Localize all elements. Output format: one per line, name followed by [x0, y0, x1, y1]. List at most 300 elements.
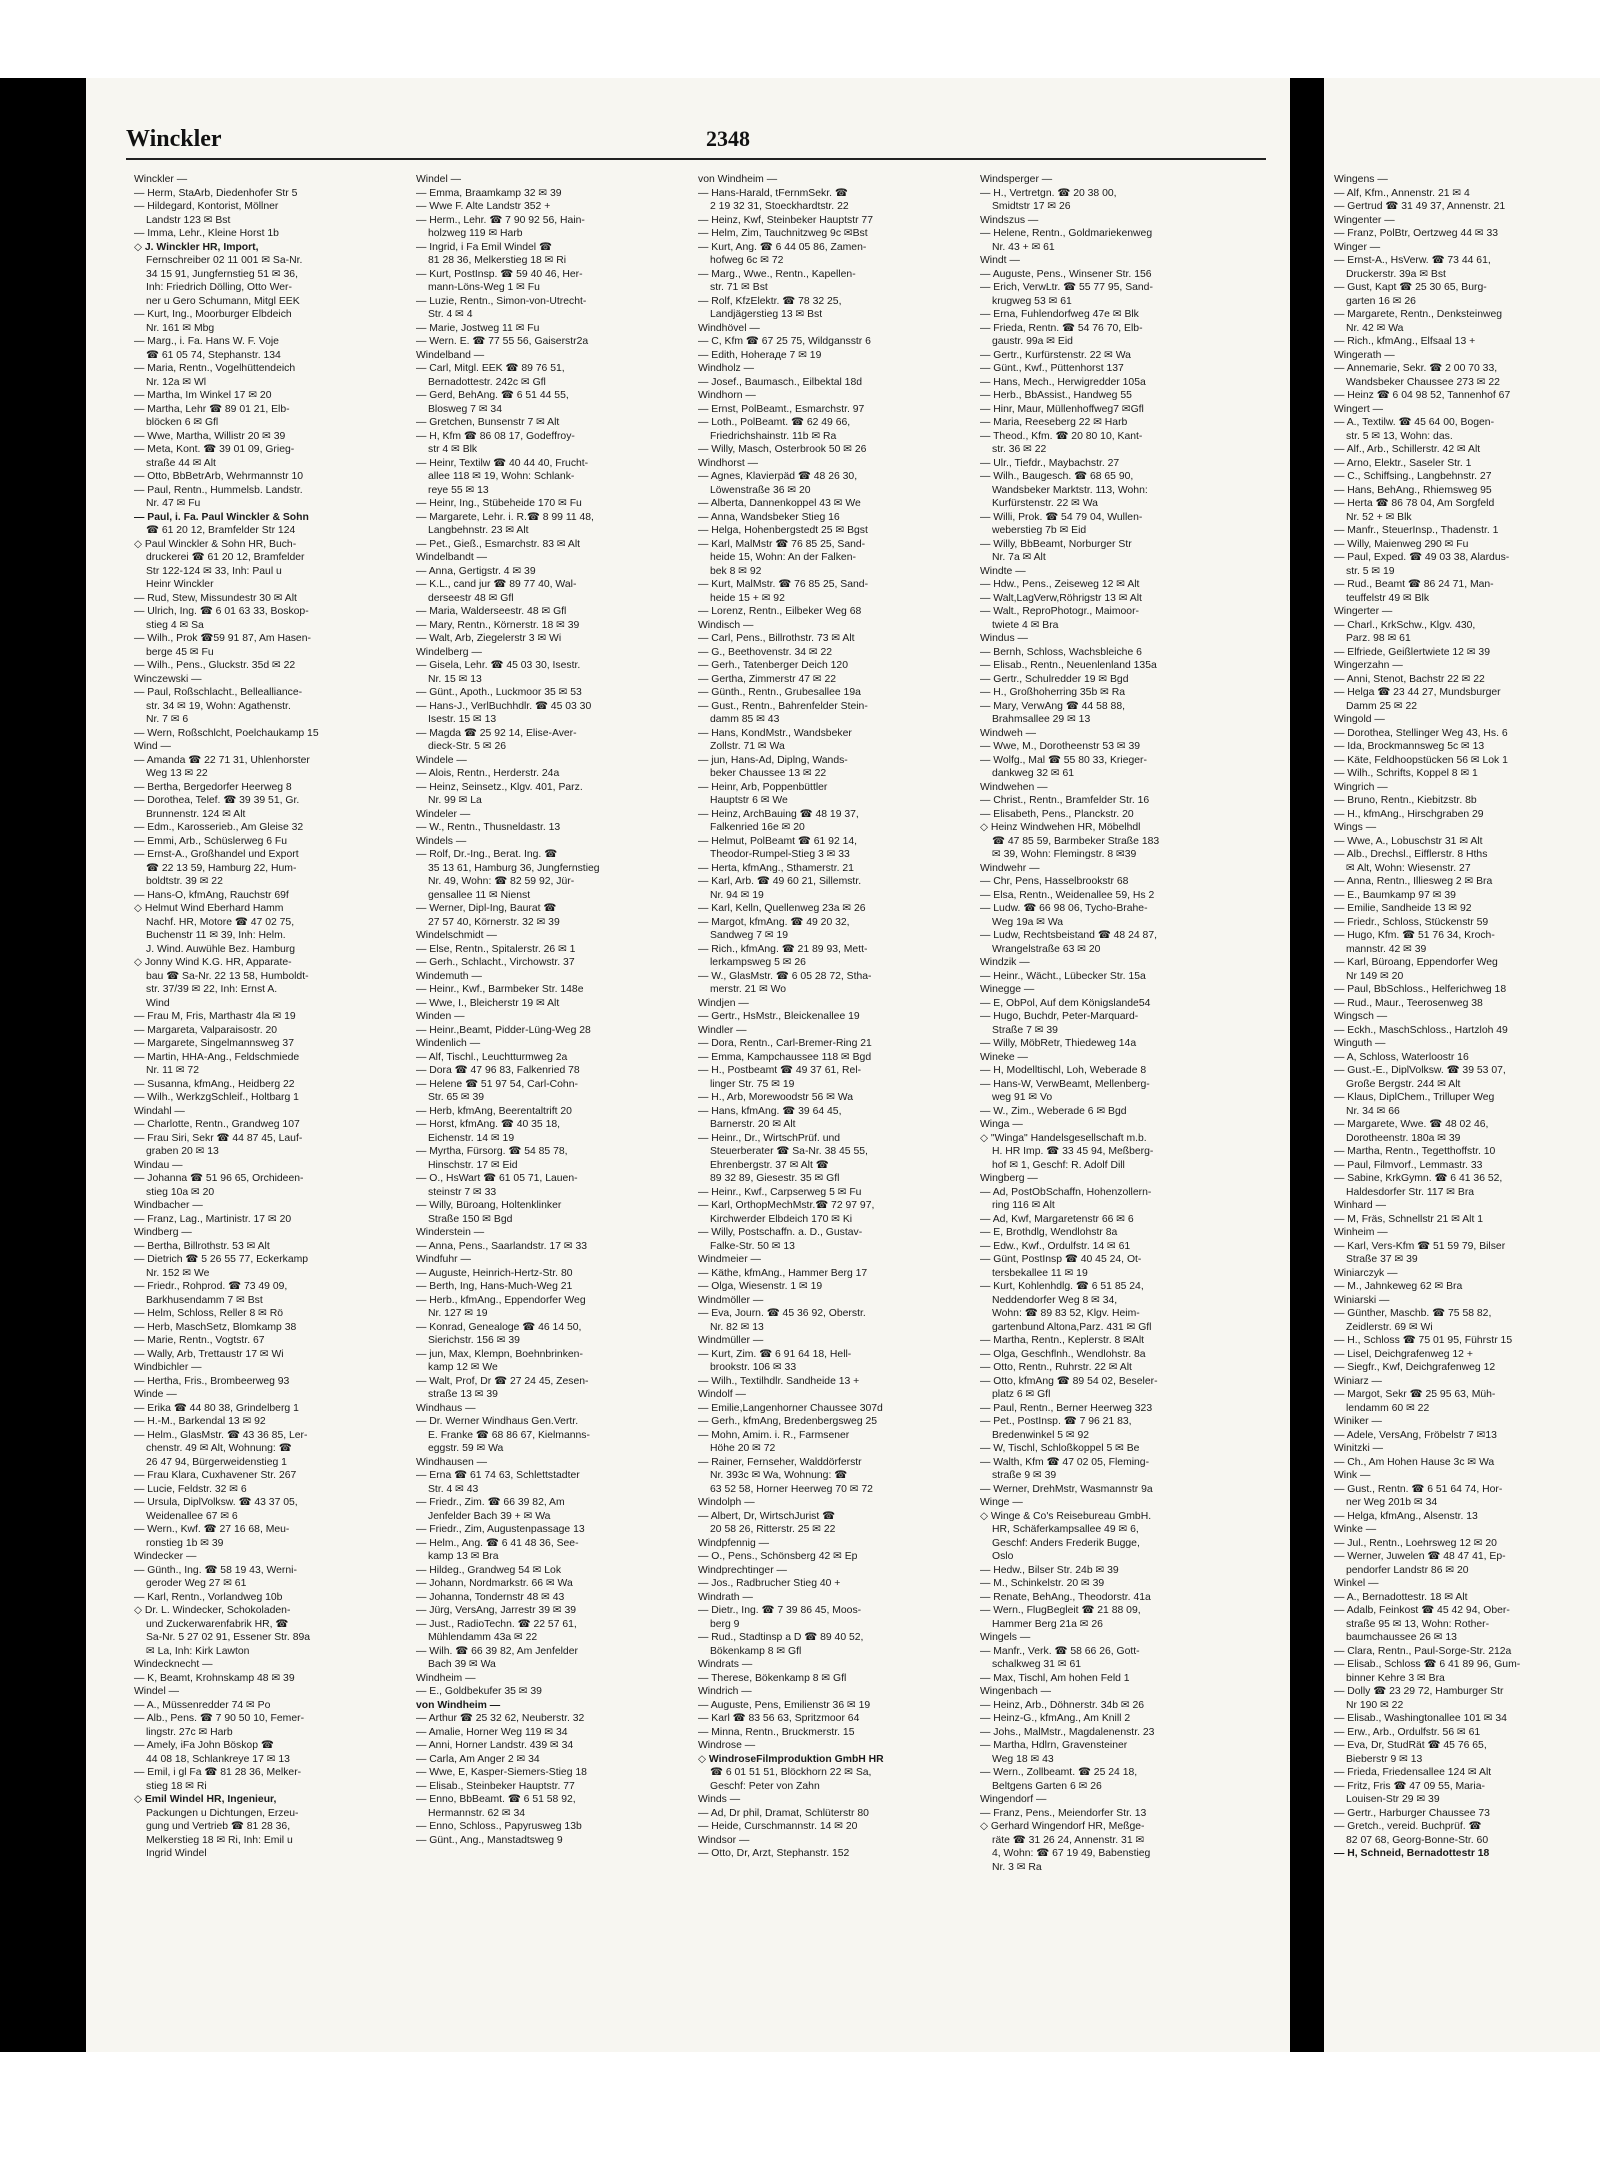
- directory-entry-line: — Heinz, Arb., Döhnerstr. 34b ✉ 26: [980, 1699, 1145, 1711]
- directory-entry-line: Damm 25 ✉ 22: [1346, 700, 1418, 712]
- entry-surname-heading: Wingert —: [1334, 403, 1384, 415]
- directory-entry-line: — Otto, Dr, Arzt, Stephanstr. 152: [698, 1848, 850, 1859]
- directory-entry-line: — Else, Rentn., Spitalerstr. 26 ✉ 1: [416, 943, 576, 955]
- directory-entry-line: — Renate, BehAng., Theodorstr. 41a: [980, 1591, 1151, 1603]
- directory-entry-line: 81 28 36, Melkerstieg 18 ✉ Ri: [428, 255, 567, 266]
- directory-entry-line: ✉ Alt, Wohn: Wiesenstr. 27: [1346, 862, 1471, 874]
- directory-entry-line: — Gerd, BehAng. ☎ 6 51 44 55,: [416, 390, 569, 401]
- directory-entry-line: ner Weg 201b ✉ 34: [1346, 1497, 1438, 1508]
- directory-entry-line: — Günt, PostInsp ☎ 40 45 24, Ot-: [980, 1254, 1142, 1265]
- directory-entry-line: Sa-Nr. 5 27 02 91, Essener Str. 89a: [146, 1632, 311, 1643]
- directory-entry-line: Packungen u Dichtungen, Erzeu-: [146, 1807, 299, 1819]
- directory-entry-line: — G., Beethovenstr. 34 ✉ 22: [698, 646, 833, 658]
- directory-entry-line: Nr. 47 ✉ Fu: [146, 498, 201, 509]
- directory-entry-line: — Otto, BbBetrArb, Wehrmannstr 10: [134, 471, 304, 482]
- directory-entry-line: Ingrid Windel: [146, 1848, 207, 1859]
- directory-entry-line: Brahmsallee 29 ✉ 13: [992, 714, 1091, 725]
- directory-entry-line: Weg 13 ✉ 22: [146, 768, 208, 779]
- directory-page: [86, 78, 1290, 2052]
- directory-entry-line: hof ✉ 1, Geschf: R. Adolf Dill: [992, 1159, 1125, 1171]
- directory-entry-line: — Marg., i. Fa. Hans W. F. Voje: [134, 336, 279, 347]
- directory-entry-line: — Kurt, MalMstr. ☎ 76 85 25, Sand-: [698, 579, 869, 590]
- entry-surname-heading: Winde —: [134, 1389, 177, 1400]
- directory-entry-line: — Ch., Am Hohen Hause 3c ✉ Wa: [1334, 1456, 1495, 1468]
- directory-entry-line: — Willi, Prok. ☎ 54 79 04, Wullen-: [980, 511, 1143, 523]
- directory-column-3: [698, 173, 978, 2033]
- directory-entry-line: — Karl ☎ 83 56 63, Spritzmoor 64: [698, 1713, 860, 1724]
- directory-entry-line: — Herta, kfmAng., Sthamerstr. 21: [698, 862, 854, 874]
- directory-entry-line: — Theod., Kfm. ☎ 20 80 10, Kant-: [980, 430, 1143, 442]
- directory-entry-line: Nr. 393c ✉ Wa, Wohnung: ☎: [710, 1470, 848, 1481]
- directory-entry-line: — Martha, Lehr ☎ 89 01 21, Elb-: [134, 403, 290, 415]
- directory-entry-line: — Loth., PolBeamt. ☎ 62 49 66,: [698, 417, 851, 428]
- entry-surname-heading: Winden —: [416, 1011, 465, 1022]
- entry-surname-heading: Wind —: [134, 741, 171, 752]
- directory-entry-line: — E, Brothdlg, Wendlohstr 8a: [980, 1227, 1118, 1238]
- directory-entry-line: — Hans-W, VerwBeamt, Mellenberg-: [980, 1078, 1150, 1090]
- directory-entry-line: — Minna, Rentn., Bruckmerstr. 15: [698, 1726, 855, 1738]
- directory-entry-line: — Erika ☎ 44 80 38, Grindelberg 1: [134, 1402, 299, 1414]
- directory-entry-line: — Carla, Am Anger 2 ✉ 34: [416, 1753, 540, 1765]
- entry-surname-heading: Windszus —: [980, 214, 1039, 226]
- page-number: 2348: [706, 126, 750, 151]
- directory-entry-line: — Wolfg., Mal ☎ 55 80 33, Krieger-: [980, 754, 1147, 766]
- directory-entry-line: — Wwe, Martha, Willistr 20 ✉ 39: [134, 430, 286, 442]
- directory-entry-line: Löwenstraße 36 ✉ 20: [710, 484, 811, 496]
- directory-entry-line: — W., GlasMstr. ☎ 6 05 28 72, Stha-: [698, 970, 872, 982]
- directory-entry-line: — Emmi, Arb., Schüslerweg 6 Fu: [134, 835, 288, 847]
- directory-entry-line: — Hans-O, kfmAng, Rauchstr 69f: [134, 889, 289, 901]
- directory-entry-line: — Elsa, Rentn., Weidenallee 59, Hs 2: [980, 889, 1155, 901]
- entry-surname-heading: Windprechtinger —: [698, 1564, 787, 1576]
- directory-entry-line: pendorfer Landstr 86 ✉ 20: [1346, 1564, 1469, 1576]
- directory-entry-line: Nr. 127 ✉ 19: [428, 1308, 488, 1319]
- directory-entry-line: dieck-Str. 5 ✉ 26: [428, 741, 507, 752]
- directory-entry-line: Weidenallee 67 ✉ 6: [146, 1510, 238, 1522]
- directory-entry-line: str. 5 ✉ 19: [1346, 565, 1395, 577]
- directory-entry-line: Str. 65 ✉ 39: [428, 1092, 485, 1103]
- directory-entry-line: chenstr. 49 ✉ Alt, Wohnung: ☎: [146, 1443, 292, 1454]
- scan-bottom-margin: [0, 2052, 1600, 2177]
- directory-entry-line: — H., Arb, Morewoodstr 56 ✉ Wa: [698, 1092, 853, 1103]
- directory-entry-line: — Friedr., Rohprod. ☎ 73 49 09,: [134, 1281, 288, 1292]
- directory-entry-line: — Helene ☎ 51 97 54, Carl-Cohn-: [416, 1078, 578, 1090]
- directory-entry-line: — Günt., Apoth., Luckmoor 35 ✉ 53: [416, 687, 582, 698]
- directory-entry-line: — Gust., Rentn., Bahrenfelder Stein-: [698, 700, 868, 712]
- directory-entry-line: Oslo: [992, 1551, 1014, 1562]
- entry-surname-heading: Winderstein —: [416, 1227, 485, 1238]
- entry-surname-heading: Windwehen —: [980, 781, 1048, 793]
- directory-entry-line: — H., kfmAng., Hirschgraben 29: [1334, 808, 1484, 820]
- directory-entry-line: — Wwe, A., Lobuschstr 31 ✉ Alt: [1334, 835, 1483, 847]
- directory-entry-line: — Alois, Rentn., Herderstr. 24a: [416, 768, 560, 779]
- directory-entry-line: — Friedr., Schloss, Stückenstr 59: [1334, 916, 1489, 928]
- entry-surname-heading: Windbacher —: [134, 1200, 203, 1211]
- directory-entry-line: E. Franke ☎ 68 86 67, Kielmanns-: [428, 1429, 590, 1441]
- directory-entry-line: — Günth., Ing. ☎ 58 19 43, Werni-: [134, 1564, 297, 1576]
- directory-entry-line: str. 34 ✉ 19, Wohn: Agathenstr.: [146, 700, 291, 712]
- directory-entry-line: Straße 150 ✉ Bgd: [428, 1213, 513, 1225]
- header-rule: [126, 158, 1266, 160]
- directory-entry-line: — Käthe, kfmAng., Hammer Berg 17: [698, 1267, 868, 1279]
- directory-entry-line: Nr. 12a ✉ Wl: [146, 376, 207, 388]
- directory-entry-line: — Karl, Kelln, Quellenweg 23a ✉ 26: [698, 903, 866, 914]
- directory-entry-line: — Jul., Rentn., Loehrsweg 12 ✉ 20: [1334, 1537, 1497, 1549]
- entry-surname-heading: Winiarski —: [1334, 1294, 1390, 1306]
- directory-entry-line: Weg 19a ✉ Wa: [992, 916, 1064, 928]
- entry-surname-heading: Winga —: [980, 1119, 1023, 1130]
- directory-entry-line: — Anna, Rentn., Illiesweg 2 ✉ Bra: [1334, 876, 1493, 887]
- directory-entry-line: — Auguste, Pens, Emilienstr 36 ✉ 19: [698, 1699, 871, 1711]
- directory-entry-line: Nr. 34 ✉ 66: [1346, 1105, 1400, 1117]
- directory-entry-line: Falkenried 16e ✉ 20: [710, 822, 805, 833]
- directory-entry-line: — Luzie, Rentn., Simon-von-Utrecht-: [416, 295, 587, 307]
- directory-entry-line: — Otto, kfmAng ☎ 89 54 02, Beseler-: [980, 1375, 1158, 1387]
- directory-entry-line: Kurfürstenstr. 22 ✉ Wa: [992, 498, 1098, 509]
- entry-surname-heading: Windmeier —: [698, 1254, 761, 1265]
- directory-entry-line: straße 13 ✉ 39: [428, 1389, 498, 1400]
- directory-entry-line: Smidtstr 17 ✉ 26: [992, 201, 1071, 212]
- directory-entry-line: — K, Beamt, Krohnskamp 48 ✉ 39: [134, 1672, 295, 1684]
- directory-entry-line: — Eckh., MaschSchloss., Hartzloh 49: [1334, 1024, 1508, 1036]
- directory-entry-line: — Maria, Walderseestr. 48 ✉ Gfl: [416, 606, 567, 617]
- directory-entry-line: druckerei ☎ 61 20 12, Bramfelder: [146, 552, 305, 563]
- directory-entry-line: — Karl, OrthopMechMstr.☎ 72 97 97,: [698, 1200, 875, 1211]
- directory-entry-line: — Annemarie, Sekr. ☎ 2 00 70 33,: [1334, 363, 1498, 374]
- entry-surname-heading: Windmöller —: [698, 1294, 764, 1306]
- directory-entry-line: H. HR Imp. ☎ 33 45 94, Meßberg-: [992, 1146, 1154, 1157]
- entry-surname-heading: Winke —: [1334, 1524, 1377, 1535]
- directory-entry-line: — Heinr., Kwf., Barmbeker Str. 148e: [416, 984, 584, 995]
- directory-entry-line: — Johanna, Tondernstr 48 ✉ 43: [416, 1591, 565, 1603]
- directory-entry-line: — Kurt, Kohlenhdlg. ☎ 6 51 85 24,: [980, 1281, 1144, 1292]
- directory-entry-line: — Amely, iFa John Böskop ☎: [134, 1740, 274, 1751]
- directory-entry-line: — Edith, Hoheraде 7 ✉ 19: [698, 349, 822, 361]
- entry-surname-heading: Windeler —: [416, 808, 471, 820]
- directory-entry-line: — Elisab., Washingtonallee 101 ✉ 34: [1334, 1713, 1507, 1724]
- directory-entry-line: — Gust, Kapt ☎ 25 30 65, Burg-: [1334, 282, 1487, 293]
- directory-entry-line: — Wwe, I., Bleicherstr 19 ✉ Alt: [416, 997, 560, 1009]
- directory-entry-line: twiete 4 ✉ Bra: [992, 619, 1059, 631]
- entry-surname-heading: Windolf —: [698, 1389, 746, 1400]
- directory-entry-line: — Ida, Brockmannsweg 5c ✉ 13: [1334, 741, 1485, 752]
- entry-surname-heading: Windbichler —: [134, 1362, 202, 1373]
- directory-entry-line: ☎ 61 05 74, Stephanstr. 134: [146, 349, 281, 361]
- directory-entry-line: lingstr. 27c ✉ Harb: [146, 1726, 233, 1738]
- directory-entry-line: — H., Großhoherring 35b ✉ Ra: [980, 687, 1125, 698]
- entry-surname-heading: Wineke —: [980, 1051, 1028, 1063]
- directory-entry-line: Straße 37 ✉ 39: [1346, 1254, 1418, 1265]
- directory-entry-line: Nr. 43 + ✉ 61: [992, 241, 1055, 253]
- directory-entry-line: — Walth, Kfm ☎ 47 02 05, Fleming-: [980, 1456, 1150, 1468]
- directory-entry-line: — Dietrich ☎ 5 26 55 77, Eckerkamp: [134, 1254, 309, 1265]
- directory-entry-line: — Heinz, Kwf, Steinbeker Hauptstr 77: [698, 214, 873, 226]
- directory-entry-line: — Kurt, Ang. ☎ 6 44 05 86, Zamen-: [698, 241, 867, 253]
- directory-entry-line: — Helm., GlasMstr. ☎ 43 36 85, Ler-: [134, 1429, 308, 1441]
- directory-entry-line: — Wern., Kwf. ☎ 27 16 68, Meu-: [134, 1524, 290, 1535]
- directory-entry-line: — Christ., Rentn., Bramfelder Str. 16: [980, 795, 1150, 806]
- directory-entry-line: — Willy, Postschaffn. a. D., Gustav-: [698, 1227, 863, 1238]
- directory-entry-line: 20 58 26, Ritterstr. 25 ✉ 22: [710, 1524, 836, 1535]
- directory-entry-line: — Heide, Curschmannstr. 14 ✉ 20: [698, 1821, 858, 1832]
- directory-entry-line: — Hans, kfmAng. ☎ 39 64 45,: [698, 1105, 842, 1117]
- directory-entry-line: — Auguste, Pens., Winsener Str. 156: [980, 268, 1152, 280]
- directory-entry-line: — Gisela, Lehr. ☎ 45 03 30, Isestr.: [416, 660, 581, 671]
- directory-entry-line: — A, Schloss, Waterloostr 16: [1334, 1051, 1469, 1063]
- directory-entry-line: — Hertha, Fris., Brombeerweg 93: [134, 1375, 290, 1387]
- directory-entry-line: 27 57 40, Körnerstr. 32 ✉ 39: [428, 916, 560, 928]
- directory-entry-line: — Helga ☎ 23 44 27, Mundsburger: [1334, 687, 1501, 698]
- directory-entry-line: — Horst, kfmAng. ☎ 40 35 18,: [416, 1119, 561, 1130]
- directory-entry-line: Wohn: ☎ 89 83 52, Klgv. Heim-: [992, 1308, 1140, 1319]
- directory-entry-line: Neddendorfer Weg 8 ✉ 34,: [992, 1294, 1118, 1306]
- entry-surname-heading: Winds —: [698, 1794, 741, 1805]
- directory-entry-line: — Herta ☎ 86 78 04, Am Sorgfeld: [1334, 498, 1495, 509]
- directory-entry-line: — Friedr., Zim, Augustenpassage 13: [416, 1524, 585, 1535]
- directory-entry-line: — Karl, Vers-Kfm ☎ 51 59 79, Bilser: [1334, 1240, 1506, 1252]
- directory-entry-line: — Auguste, Heinrich-Hertz-Str. 80: [416, 1267, 573, 1279]
- directory-entry-line: — Rainer, Fernseher, Walddörferstr: [698, 1456, 862, 1468]
- directory-entry-line: Bach 39 ✉ Wa: [428, 1659, 496, 1670]
- directory-entry-line: Geschf: Peter von Zahn: [710, 1780, 820, 1792]
- directory-entry-line: — Elfriede, Geißlertwiete 12 ✉ 39: [1334, 646, 1490, 658]
- entry-surname-heading: Windecker —: [134, 1551, 197, 1562]
- directory-entry-line: ◇ Emil Windel HR, Ingenieur,: [134, 1794, 277, 1805]
- facing-page-fragment: [1324, 78, 1600, 2052]
- directory-entry-line: — Margarete, Lehr. i. R.☎ 8 99 11 48,: [416, 511, 594, 523]
- directory-entry-line: — O., HsWart ☎ 61 05 71, Lauen-: [416, 1173, 578, 1184]
- directory-entry-line: Weg 18 ✉ 43: [992, 1753, 1054, 1765]
- directory-entry-line: — Dora, Rentn., Carl-Bremer-Ring 21: [698, 1038, 872, 1049]
- directory-entry-line: — Käte, Feldhoopstücken 56 ✉ Lok 1: [1334, 754, 1508, 766]
- directory-entry-line: — Wwe F. Alte Landstr 352 +: [416, 201, 551, 212]
- entry-surname-heading: Windsor —: [698, 1834, 750, 1846]
- entry-surname-heading: Wingendorf —: [980, 1794, 1047, 1805]
- directory-entry-line: 82 07 68, Georg-Bonne-Str. 60: [1346, 1834, 1489, 1846]
- entry-surname-heading: Windisch —: [698, 619, 754, 631]
- directory-entry-line: Geschf: Anders Frederik Bugge,: [992, 1537, 1140, 1549]
- directory-entry-line: Wandsbeker Marktstr. 113, Wohn:: [992, 484, 1148, 496]
- directory-entry-line: schalkweg 31 ✉ 61: [992, 1659, 1081, 1670]
- directory-entry-line: — Martin, HHA-Ang., Feldschmiede: [134, 1051, 300, 1063]
- directory-entry-line: — Martha, Im Winkel 17 ✉ 20: [134, 390, 272, 401]
- directory-entry-line: — Ernst-A., HsVerw. ☎ 73 44 61,: [1334, 255, 1491, 266]
- directory-entry-line: straße 95 ✉ 13, Wohn: Rother-: [1346, 1618, 1490, 1630]
- directory-entry-line: Melkerstieg 18 ✉ Ri, Inh: Emil u: [146, 1834, 293, 1846]
- directory-entry-line: ◇ WindroseFilmproduktion GmbH HR: [698, 1753, 884, 1765]
- directory-entry-line: — Günth., Rentn., Grubesallee 19a: [698, 687, 861, 698]
- directory-entry-line: — Paul, Exped. ☎ 49 03 38, Alardus-: [1334, 552, 1510, 563]
- entry-surname-heading: Windt —: [980, 255, 1020, 266]
- directory-entry-line: Mühlendamm 43a ✉ 22: [428, 1632, 538, 1643]
- directory-entry-line: — C, Kfm ☎ 67 25 75, Wildgansstr 6: [698, 336, 871, 347]
- directory-entry-line: — Wilh., WerkzgSchleif., Holtbarg 1: [134, 1092, 299, 1103]
- directory-entry-line: ronstieg 1b ✉ 39: [146, 1537, 224, 1549]
- directory-entry-line: — Heinz ☎ 6 04 98 52, Tannenhof 67: [1334, 390, 1511, 401]
- directory-entry-line: — H, Modelltischl, Loh, Weberade 8: [980, 1065, 1147, 1076]
- directory-entry-line: — Rud, Stew, Missundestr 30 ✉ Alt: [134, 592, 297, 604]
- entry-surname-heading: von Windheim —: [698, 174, 778, 185]
- directory-entry-line: bau ☎ Sa-Nr. 22 13 58, Humboldt-: [146, 970, 309, 982]
- directory-entry-line: — Arthur ☎ 25 32 62, Neuberstr. 32: [416, 1713, 585, 1724]
- directory-entry-line: — Hedw., Bilser Str. 24b ✉ 39: [980, 1564, 1119, 1576]
- directory-entry-line: — Heinr., Dr., WirtschPrüf. und: [698, 1132, 841, 1144]
- book-gutter: [1290, 78, 1324, 2052]
- directory-entry-line: — W, Tischl, Schloßkoppel 5 ✉ Be: [980, 1443, 1140, 1454]
- directory-entry-line: — Ulr., Tiefdr., Maybachstr. 27: [980, 457, 1120, 469]
- directory-entry-line: Eichenstr. 14 ✉ 19: [428, 1132, 515, 1144]
- directory-entry-line: mannstr. 42 ✉ 39: [1346, 943, 1427, 955]
- directory-entry-line: — Arno, Elektr., Saseler Str. 1: [1334, 457, 1472, 469]
- directory-entry-line: — Gertr., Harburger Chaussee 73: [1334, 1807, 1490, 1819]
- directory-entry-line: — H., Vertretgn. ☎ 20 38 00,: [980, 187, 1117, 199]
- directory-entry-line: Dorotheenstr. 180a ✉ 39: [1346, 1132, 1461, 1144]
- directory-entry-line: tersbekallee 11 ✉ 19: [992, 1267, 1088, 1279]
- directory-entry-line: 89 32 89, Giesestr. 35 ✉ Gfl: [710, 1173, 840, 1184]
- directory-entry-line: ☎ 47 85 59, Barmbeker Straße 183: [992, 835, 1160, 847]
- directory-entry-line: — H.-M., Barkendal 13 ✉ 92: [134, 1416, 266, 1427]
- directory-entry-line: — Emma, Kampchaussee 118 ✉ Bgd: [698, 1051, 872, 1063]
- directory-entry-line: Bieberstr 9 ✉ 13: [1346, 1753, 1423, 1765]
- entry-surname-heading: Winhard —: [1334, 1200, 1386, 1211]
- directory-entry-line: — Heinr., Wächt., Lübecker Str. 15a: [980, 970, 1146, 982]
- directory-entry-line: — M., Jahnkeweg 62 ✉ Bra: [1334, 1281, 1463, 1292]
- directory-entry-line: — Mohn, Amim. i. R., Farmsener: [698, 1429, 850, 1441]
- entry-surname-heading: Wingrich —: [1334, 781, 1388, 793]
- directory-entry-line: — Dolly ☎ 23 29 72, Hamburger Str: [1334, 1686, 1504, 1697]
- entry-surname-heading: Winckler —: [134, 174, 188, 185]
- directory-entry-line: — Elisab., Steinbeker Hauptstr. 77: [416, 1780, 575, 1792]
- directory-entry-line: Zollstr. 71 ✉ Wa: [710, 741, 785, 752]
- directory-entry-line: Zeidlerstr. 69 ✉ Wi: [1346, 1321, 1433, 1333]
- directory-entry-line: Große Bergstr. 244 ✉ Alt: [1346, 1078, 1461, 1090]
- directory-column-2: [416, 173, 696, 2033]
- directory-entry-line: — Margot, Sekr ☎ 25 95 63, Müh-: [1334, 1389, 1496, 1400]
- directory-entry-line: Straße 7 ✉ 39: [992, 1024, 1058, 1036]
- directory-entry-line: — Heinz, Seinsetz., Klgv. 401, Parz.: [416, 781, 583, 793]
- entry-surname-heading: Windele —: [416, 754, 467, 766]
- entry-surname-heading: Winge —: [980, 1497, 1023, 1508]
- directory-entry-line: — Emilie,Langenhorner Chaussee 307d: [698, 1402, 883, 1414]
- directory-entry-line: Parz. 98 ✉ 61: [1346, 633, 1411, 644]
- directory-entry-line: — Ad, Kwf, Margaretenstr 66 ✉ 6: [980, 1213, 1134, 1225]
- directory-entry-line: Louisen-Str 29 ✉ 39: [1346, 1794, 1440, 1805]
- directory-entry-line: — Gertr., Schulredder 19 ✉ Bgd: [980, 673, 1129, 685]
- directory-entry-line: Hermannstr. 62 ✉ 34: [428, 1807, 526, 1819]
- directory-entry-line: — Margarete, Wwe. ☎ 48 02 46,: [1334, 1119, 1489, 1130]
- directory-entry-line: — H, Kfm ☎ 86 08 17, Godeffroy-: [416, 430, 575, 442]
- directory-entry-line: und Zuckerwarenfabrik HR, ☎: [146, 1618, 289, 1630]
- entry-surname-heading: Windelschmidt —: [416, 930, 497, 941]
- directory-entry-line: — Erich, VerwLtr. ☎ 55 77 95, Sand-: [980, 282, 1153, 293]
- entry-surname-heading: Windelband —: [416, 349, 485, 361]
- directory-entry-line: blöcken 6 ✉ Gfl: [146, 417, 219, 428]
- directory-entry-line: — Gertr., Kurfürstenstr. 22 ✉ Wa: [980, 349, 1131, 361]
- directory-entry-line: — Gerh., kfmAng, Bredenbergsweg 25: [698, 1416, 878, 1427]
- entry-surname-heading: Windus —: [980, 633, 1028, 644]
- directory-entry-line: Steuerberater ☎ Sa-Nr. 38 45 55,: [710, 1146, 868, 1157]
- entry-surname-heading: Windelberg —: [416, 646, 482, 658]
- directory-entry-line: Nr. 7a ✉ Alt: [992, 552, 1046, 563]
- directory-entry-line: — C., Schiffsing., Langbehnstr. 27: [1334, 471, 1492, 482]
- directory-entry-line: str. 37/39 ✉ 22, Inh: Ernst A.: [146, 984, 278, 995]
- directory-entry-line: — Erna, Fuhlendorfweg 47e ✉ Blk: [980, 309, 1139, 320]
- directory-entry-line: Friedrichshainstr. 11b ✉ Ra: [710, 430, 837, 442]
- directory-entry-line: Nr. 82 ✉ 13: [710, 1321, 764, 1333]
- directory-entry-line: — Magda ☎ 25 92 14, Elise-Aver-: [416, 727, 577, 739]
- directory-entry-line: — Siegfr., Kwf, Deichgrafenweg 12: [1334, 1362, 1496, 1373]
- entry-surname-heading: Wink —: [1334, 1470, 1371, 1481]
- directory-entry-line: — Agnes, Klavierpäd ☎ 48 26 30,: [698, 471, 858, 482]
- directory-entry-line: — Rich., kfmAng. ☎ 21 89 93, Mett-: [698, 943, 868, 955]
- directory-entry-line: ◇ Winge & Co's Reisebureau GmbH.: [980, 1510, 1152, 1522]
- directory-entry-line: — H, Schneid, Bernadottestr 18: [1334, 1848, 1490, 1859]
- directory-entry-line: Nr. 152 ✉ We: [146, 1267, 210, 1279]
- directory-entry-line: — Adele, VersAng, Fröbelstr 7 ✉13: [1334, 1429, 1497, 1441]
- entry-surname-heading: Windecknecht —: [134, 1659, 213, 1670]
- directory-entry-line: — Lorenz, Rentn., Eilbeker Weg 68: [698, 606, 862, 617]
- directory-entry-line: Brunnenstr. 124 ✉ Alt: [146, 808, 246, 820]
- directory-entry-line: lerkampsweg 5 ✉ 26: [710, 957, 806, 968]
- directory-entry-line: kamp 12 ✉ We: [428, 1362, 498, 1373]
- entry-surname-heading: Windelbandt —: [416, 552, 488, 563]
- directory-entry-line: — Gertha, Zimmerstr 47 ✉ 22: [698, 673, 837, 685]
- directory-column-5: [1334, 173, 1600, 2033]
- directory-entry-line: Hauptstr 6 ✉ We: [710, 795, 788, 806]
- directory-entry-line: — Rud., Maur., Teerosenweg 38: [1334, 997, 1483, 1009]
- entry-surname-heading: Windels —: [416, 835, 467, 847]
- directory-entry-line: — Heinz, ArchBauing ☎ 48 19 37,: [698, 808, 859, 820]
- entry-surname-heading: Wingenter —: [1334, 214, 1395, 226]
- directory-entry-line: — Jos., Radbrucher Stieg 40 +: [698, 1578, 841, 1589]
- directory-entry-line: — Johann, Nordmarkstr. 66 ✉ Wa: [416, 1578, 573, 1589]
- directory-entry-line: — Heinr, Arb, Poppenbüttler: [698, 781, 828, 793]
- directory-entry-line: — M., Schinkelstr. 20 ✉ 39: [980, 1578, 1105, 1589]
- directory-entry-line: — Günther, Maschb. ☎ 75 58 82,: [1334, 1308, 1492, 1319]
- directory-entry-line: — Johanna ☎ 51 96 65, Orchideen-: [134, 1173, 304, 1184]
- directory-entry-line: — Ursula, DiplVolksw. ☎ 43 37 05,: [134, 1497, 298, 1508]
- directory-entry-line: — Willy, Büroang, Holtenklinker: [416, 1200, 562, 1211]
- directory-entry-line: J. Wind. Auwühle Bez. Hamburg: [146, 943, 295, 955]
- directory-entry-line: — Johs., MalMstr., Magdalenenstr. 23: [980, 1726, 1155, 1738]
- directory-entry-line: — Paul, Filmvorf., Lemmastr. 33: [1334, 1159, 1483, 1171]
- directory-entry-line: — Heinz-G., kfmAng., Am Knill 2: [980, 1713, 1131, 1724]
- directory-entry-line: — Gertrud ☎ 31 49 37, Annenstr. 21: [1334, 201, 1506, 212]
- directory-entry-line: — Elisab., Rentn., Neuenlenland 135a: [980, 660, 1157, 671]
- directory-entry-line: ◇ Paul Winckler & Sohn HR, Buch-: [134, 538, 297, 550]
- directory-entry-line: Nr. 15 ✉ 13: [428, 673, 482, 685]
- directory-entry-line: — Maria, Rentn., Vogelhüttendeich: [134, 363, 296, 374]
- entry-surname-heading: Windrats —: [698, 1659, 753, 1670]
- directory-entry-line: merstr. 21 ✉ Wo: [710, 984, 787, 995]
- directory-entry-line: — Wilh., Textilhdlr. Sandheide 13 +: [698, 1375, 860, 1387]
- directory-entry-line: — Hugo, Buchdr, Peter-Marquard-: [980, 1011, 1139, 1022]
- directory-entry-line: — Manfr., SteuerInsp., Thadenstr. 1: [1334, 525, 1499, 536]
- directory-entry-line: — E., Baumkamp 97 ✉ 39: [1334, 889, 1456, 901]
- entry-surname-heading: Windwehr —: [980, 862, 1040, 874]
- directory-entry-line: — Frau Siri, Sekr ☎ 44 87 45, Lauf-: [134, 1132, 303, 1144]
- directory-entry-line: 34 15 91, Jungfernstieg 51 ✉ 36,: [146, 268, 298, 280]
- directory-entry-line: ◇ Helmut Wind Eberhard Hamm: [134, 903, 284, 914]
- directory-entry-line: ✉ 39, Wohn: Flemingstr. 8 ✉39: [992, 849, 1137, 860]
- entry-surname-heading: Windahl —: [134, 1105, 185, 1117]
- directory-entry-line: — Ludw. ☎ 66 98 06, Tycho-Brahe-: [980, 903, 1148, 914]
- directory-entry-line: — Franz, PolBtr, Oertzweg 44 ✉ 33: [1334, 228, 1499, 239]
- directory-entry-line: — Marg., Wwe., Rentn., Kapellen-: [698, 268, 856, 280]
- entry-surname-heading: Windsperger —: [980, 174, 1053, 185]
- directory-entry-line: — Paul, Rentn., Berner Heerweg 323: [980, 1402, 1153, 1414]
- directory-entry-line: — Bertha, Bergedorfer Heerweg 8: [134, 781, 292, 793]
